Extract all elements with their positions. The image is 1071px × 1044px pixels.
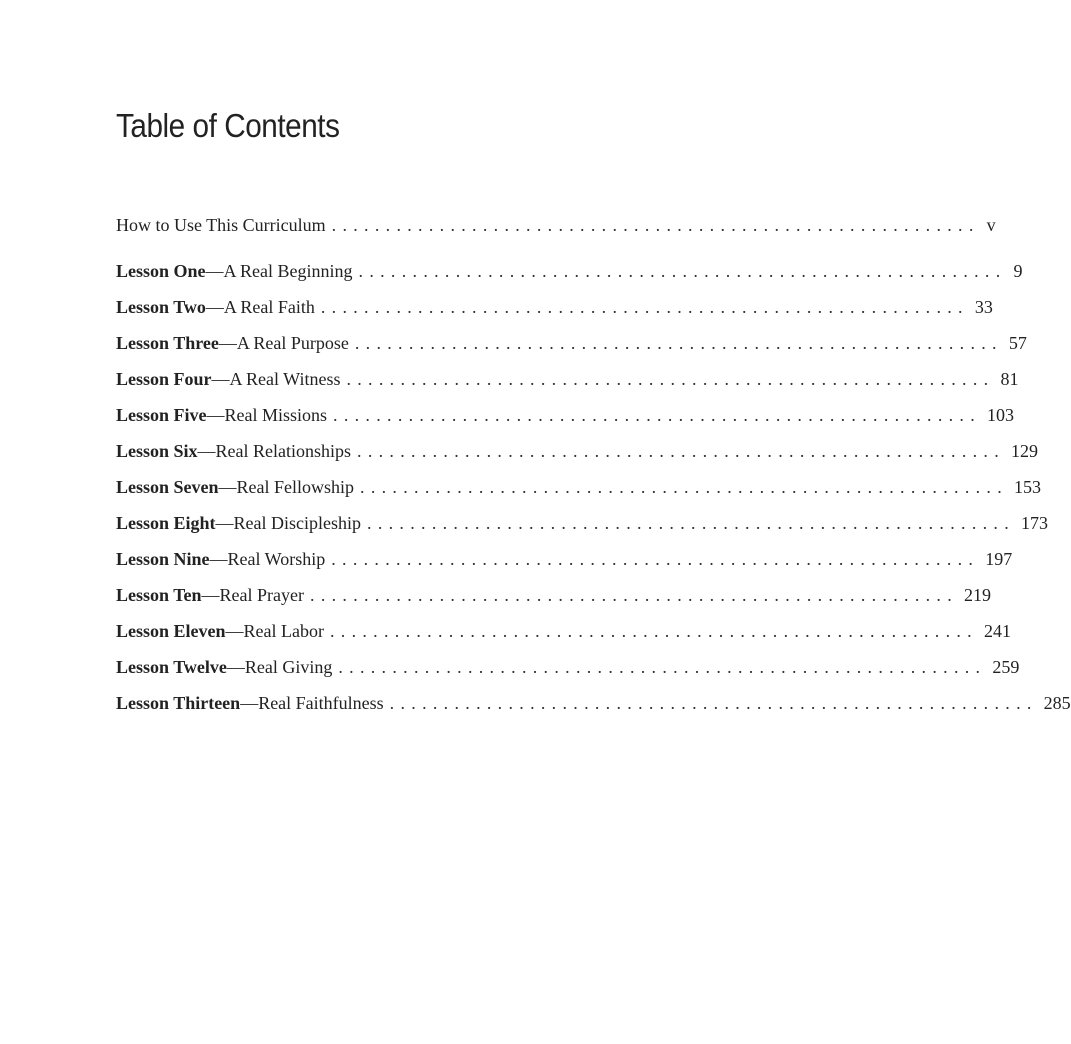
toc-entry-label (116, 545, 325, 573)
toc-page-number: 173 (1021, 513, 1049, 533)
toc-page-number: 81 (1000, 369, 1019, 389)
dot-leader: ............................................................ (354, 333, 1003, 353)
lesson-title: —Real Prayer (201, 585, 305, 605)
dot-leader: ............................................................ (338, 657, 987, 677)
toc-entry-label (116, 689, 384, 717)
toc-entry-lesson-6[interactable] (116, 437, 1039, 473)
dot-leader: ............................................................ (331, 549, 980, 569)
dot-leader: ............................................................ (333, 405, 982, 425)
dot-leader: ............................................................ (320, 297, 969, 317)
toc-entry-lesson-4[interactable] (116, 365, 1019, 401)
lesson-title: —Real Discipleship (215, 513, 362, 533)
lesson-number: Lesson Thirteen (116, 693, 241, 713)
toc-page-number: 259 (992, 657, 1020, 677)
toc-entry-lesson-1[interactable] (116, 257, 1023, 293)
lesson-title: —A Real Beginning (205, 261, 353, 281)
dot-leader: ............................................................ (389, 693, 1038, 713)
toc-entry-lesson-12[interactable] (116, 653, 1020, 689)
dot-leader: ............................................................ (360, 477, 1009, 497)
toc-entry-lesson-5[interactable] (116, 401, 1015, 437)
toc-entry-label (116, 473, 354, 501)
lesson-title: —A Real Witness (211, 369, 341, 389)
toc-page-number: 129 (1011, 441, 1039, 461)
lesson-number: Lesson Twelve (116, 657, 227, 677)
lesson-number: Lesson Nine (116, 549, 210, 569)
toc-entry-label (116, 617, 324, 645)
dot-leader: ............................................................ (357, 441, 1006, 461)
lesson-title: —Real Faithfulness (240, 693, 384, 713)
toc-page-number: 241 (983, 621, 1011, 641)
toc-page-number: 197 (985, 549, 1013, 569)
toc-entry-label (116, 293, 315, 321)
toc-page-number: 57 (1008, 333, 1027, 353)
toc-page-number: v (986, 215, 996, 235)
toc-entry-label (116, 581, 304, 609)
toc-entry-lesson-10[interactable] (116, 581, 992, 617)
lesson-title: —A Real Purpose (218, 333, 349, 353)
lesson-number: Lesson Ten (116, 585, 202, 605)
lesson-number: Lesson Four (116, 369, 212, 389)
toc-entry-lesson-11[interactable] (116, 617, 1011, 653)
lesson-number: Lesson Eight (116, 513, 216, 533)
toc-page-number: 103 (987, 405, 1015, 425)
dot-leader: ............................................................ (331, 215, 980, 235)
table-of-contents (116, 211, 1071, 725)
lesson-title: —Real Worship (209, 549, 326, 569)
toc-page-number: 219 (964, 585, 992, 605)
toc-entry-label (116, 401, 327, 429)
lesson-number: Lesson Eleven (116, 621, 226, 641)
toc-entry-intro[interactable] (116, 211, 996, 257)
toc-entry-lesson-3[interactable] (116, 329, 1027, 365)
dot-leader: ............................................................ (310, 585, 959, 605)
toc-page-number: 9 (1013, 261, 1023, 281)
lesson-number: Lesson Six (116, 441, 198, 461)
toc-entry-lesson-2[interactable] (116, 293, 993, 329)
page-title: Table of Contents (116, 107, 340, 144)
dot-leader: ............................................................ (346, 369, 995, 389)
lesson-title: —Real Giving (226, 657, 333, 677)
toc-page-number: 33 (974, 297, 993, 317)
lesson-title: —Real Missions (206, 405, 328, 425)
dot-leader: ............................................................ (358, 261, 1007, 281)
toc-entry-label (116, 257, 353, 285)
toc-entry-label (116, 509, 361, 537)
toc-entry-lesson-8[interactable] (116, 509, 1049, 545)
toc-entry-label (116, 365, 340, 393)
lesson-number: Lesson One (116, 261, 206, 281)
lesson-number: Lesson Two (116, 297, 206, 317)
toc-entry-label: How to Use This Curriculum (116, 215, 326, 235)
toc-entry-lesson-9[interactable] (116, 545, 1013, 581)
lesson-title: —Real Labor (225, 621, 324, 641)
lesson-title: —Real Relationships (197, 441, 352, 461)
lesson-title: —Real Fellowship (218, 477, 355, 497)
lesson-number: Lesson Seven (116, 477, 219, 497)
lesson-number: Lesson Three (116, 333, 219, 353)
dot-leader: ............................................................ (329, 621, 978, 641)
toc-page-number: 285 (1043, 693, 1071, 713)
lesson-number: Lesson Five (116, 405, 207, 425)
toc-entry-label (116, 437, 351, 465)
toc-entry-lesson-7[interactable] (116, 473, 1042, 509)
lesson-title: —A Real Faith (205, 297, 315, 317)
toc-page-number: 153 (1014, 477, 1042, 497)
dot-leader: ............................................................ (367, 513, 1016, 533)
toc-entry-lesson-13[interactable] (116, 689, 1071, 725)
toc-entry-label (116, 329, 349, 357)
toc-entry-label (116, 653, 332, 681)
